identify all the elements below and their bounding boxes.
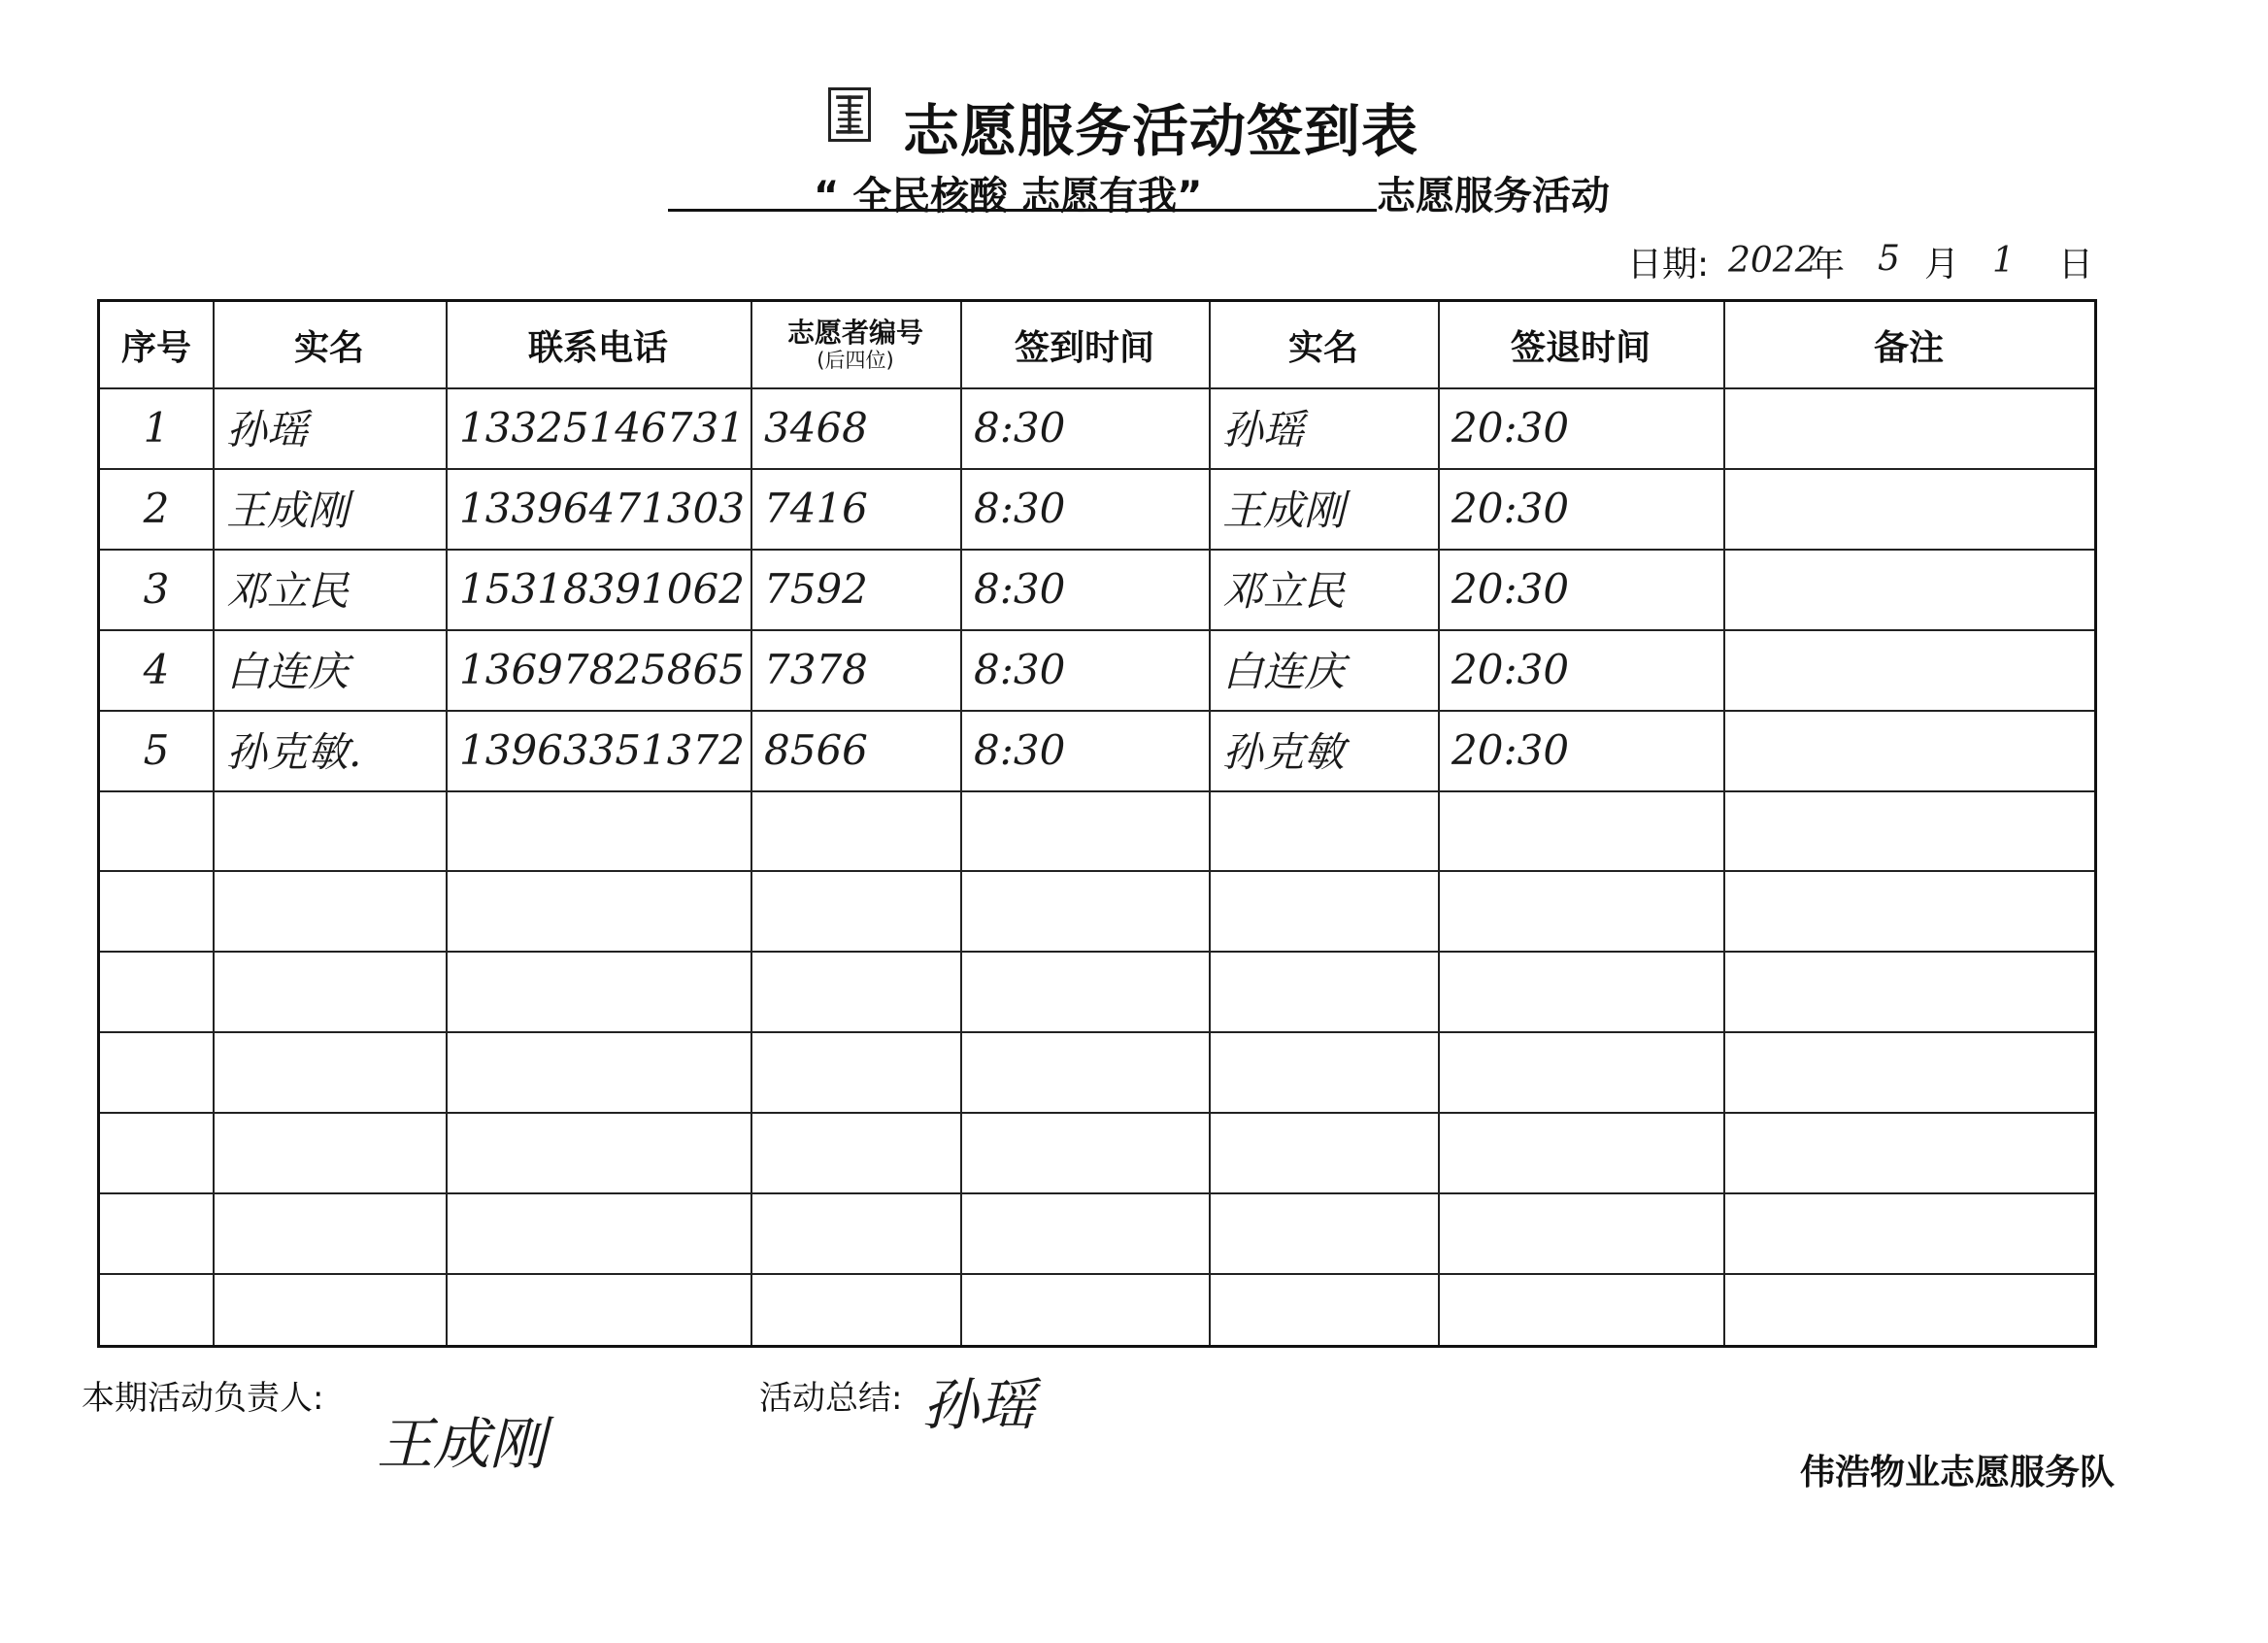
volunteer-id: 3468 xyxy=(764,403,868,452)
emblem-icon xyxy=(828,87,871,142)
column-header: 实名 xyxy=(293,327,364,368)
volunteer-name: 王成刚 xyxy=(226,486,350,535)
checkout-time: 20:30 xyxy=(1451,564,1570,613)
row-index: 2 xyxy=(143,484,170,532)
checkout-time: 20:30 xyxy=(1451,484,1570,532)
row-divider xyxy=(100,1031,2094,1033)
activity-name-line xyxy=(668,165,1377,218)
row-divider xyxy=(100,870,2094,872)
phone-number: 15318391062 xyxy=(459,564,745,613)
date-label: 日期: xyxy=(1627,245,1710,285)
column-header xyxy=(750,302,960,387)
checkin-time: 8:30 xyxy=(974,484,1066,532)
checkout-name: 孙瑶 xyxy=(1222,406,1305,454)
activity-suffix: 志愿服务活动 xyxy=(1377,174,1610,218)
checkout-time: 20:30 xyxy=(1451,645,1570,693)
date-year-unit: 年 xyxy=(1810,245,1846,285)
note xyxy=(1723,549,2094,629)
date-day-unit: 日 xyxy=(2058,245,2094,285)
volunteer-id: 7592 xyxy=(764,564,868,613)
checkout-name: 孙克敏 xyxy=(1222,728,1346,777)
checkout-time: 20:30 xyxy=(1451,403,1570,452)
summary-label: 活动总结: xyxy=(759,1379,903,1418)
phone-number: 13396471303 xyxy=(459,484,745,532)
leader-signature: 王成刚 xyxy=(377,1411,547,1477)
row-divider xyxy=(100,1192,2094,1194)
volunteer-id: 7378 xyxy=(764,645,868,693)
note xyxy=(1723,468,2094,549)
volunteer-name: 白连庆 xyxy=(226,648,350,696)
column-header-label: 志愿者编号 xyxy=(786,316,923,349)
date-day: 1 xyxy=(1992,241,2015,281)
volunteer-name: 孙瑶 xyxy=(226,406,309,454)
row-index: 1 xyxy=(143,403,170,452)
note xyxy=(1723,629,2094,710)
row-divider xyxy=(100,790,2094,792)
column-header: 联系电话 xyxy=(527,327,668,368)
leader-label: 本期活动负责人: xyxy=(82,1379,324,1418)
volunteer-id: 8566 xyxy=(764,725,868,774)
checkout-name: 邓立民 xyxy=(1222,567,1346,616)
column-header-sublabel: (后四位) xyxy=(817,349,894,373)
column-header: 签退时间 xyxy=(1510,327,1651,368)
signin-table xyxy=(97,299,2097,1348)
row-divider xyxy=(100,1273,2094,1275)
row-index: 5 xyxy=(143,725,170,774)
volunteer-name: 孙克敏. xyxy=(226,728,362,777)
phone-number: 13325146731 xyxy=(459,403,745,452)
checkin-time: 8:30 xyxy=(974,564,1066,613)
checkout-time: 20:30 xyxy=(1451,725,1570,774)
volunteer-name: 邓立民 xyxy=(226,567,350,616)
phone-number: 13697825865 xyxy=(459,645,745,693)
volunteer-id: 7416 xyxy=(764,484,868,532)
phone-number: 13963351372 xyxy=(459,725,745,774)
column-header: 实名 xyxy=(1287,327,1358,368)
activity-name: “ 全民核酸 志愿有我” xyxy=(814,174,1203,218)
row-divider xyxy=(100,1112,2094,1114)
summary-signature: 孙瑶 xyxy=(922,1372,1036,1438)
checkin-time: 8:30 xyxy=(974,725,1066,774)
row-index: 4 xyxy=(143,645,170,693)
note xyxy=(1723,710,2094,790)
column-header: 序号 xyxy=(120,327,191,368)
team-name: 伟浩物业志愿服务队 xyxy=(1800,1453,2116,1492)
column-header: 备注 xyxy=(1873,327,1944,368)
date-month: 5 xyxy=(1878,239,1900,279)
checkin-time: 8:30 xyxy=(974,403,1066,452)
page-title: 志愿服务活动签到表 xyxy=(903,98,1419,164)
row-divider xyxy=(100,951,2094,953)
row-index: 3 xyxy=(143,564,170,613)
date-month-unit: 月 xyxy=(1924,245,1960,285)
column-header: 签到时间 xyxy=(1014,327,1154,368)
date-row xyxy=(1627,237,2094,285)
note xyxy=(1723,387,2094,468)
checkout-name: 白连庆 xyxy=(1222,648,1346,696)
checkout-name: 王成刚 xyxy=(1222,486,1346,535)
date-year: 2022 xyxy=(1728,241,1818,281)
checkin-time: 8:30 xyxy=(974,645,1066,693)
